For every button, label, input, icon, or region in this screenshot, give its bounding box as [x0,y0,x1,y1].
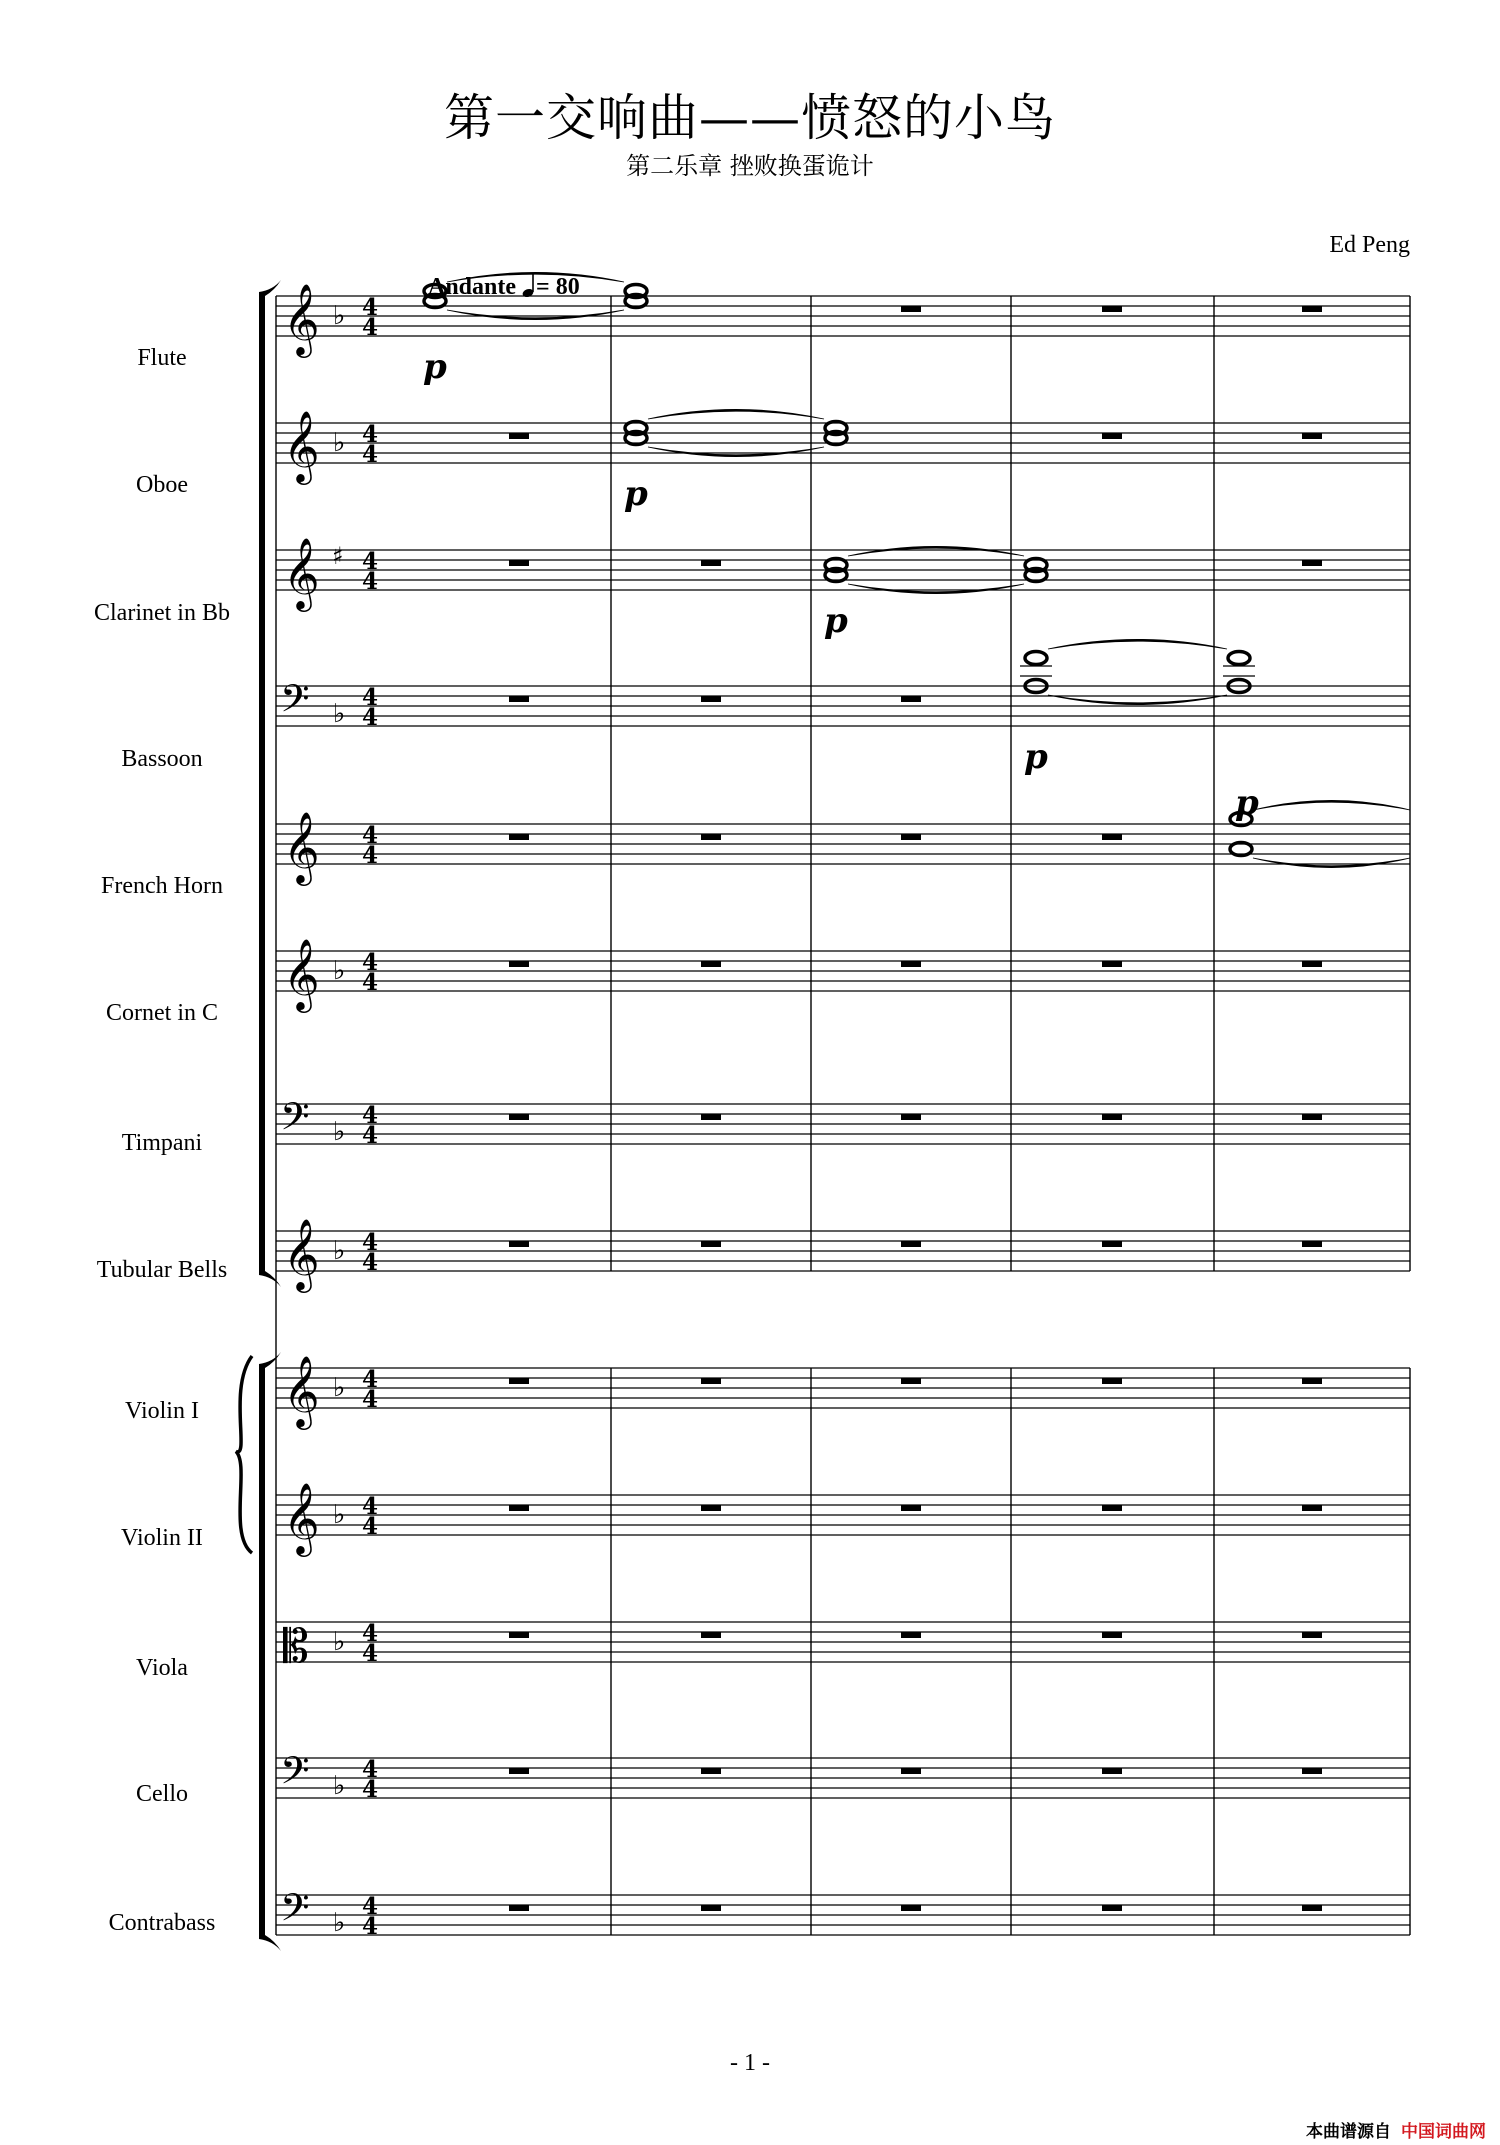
staff [276,951,1410,991]
time-signature-top: 4 [362,1893,379,1920]
dynamic-marking: p [423,347,447,387]
bass-clef-icon: 𝄢 [280,1094,310,1148]
bass-clef-icon: 𝄢 [280,676,310,730]
bass-clef-icon: 𝄢 [280,1885,310,1939]
whole-rest-icon [1102,1378,1122,1384]
flat-sign-icon: ♭ [333,1771,346,1801]
instrument-label: Tubular Bells [96,1257,228,1283]
whole-rest-icon [701,1114,721,1120]
bass-clef-icon: 𝄢 [280,1748,310,1802]
whole-rest-icon [1302,1632,1322,1638]
dynamic-marking: p [1235,783,1259,823]
staff [276,1895,1410,1935]
whole-rest-icon [1302,433,1322,439]
sharp-sign-icon: ♯ [332,542,344,570]
staff [276,1622,1410,1662]
tie-curve [648,447,824,457]
time-signature-bottom: 4 [362,1513,379,1540]
whole-rest-icon [1102,306,1122,312]
tie-curve [848,546,1024,556]
flat-sign-icon: ♭ [333,1500,346,1530]
whole-rest-icon [1102,834,1122,840]
whole-rest-icon [1302,1905,1322,1911]
whole-rest-icon [509,696,529,702]
staff [276,1495,1410,1535]
whole-rest-icon [901,1905,921,1911]
flat-sign-icon: ♭ [333,956,346,986]
treble-clef-icon: 𝄞 [283,1354,320,1427]
time-signature-top: 4 [362,949,379,976]
winds-bracket-cap-bottom [259,1271,281,1287]
whole-rest-icon [901,834,921,840]
staff [276,1104,1410,1144]
dynamic-marking: p [824,601,848,641]
treble-clef-icon: 𝄞 [283,282,320,355]
instrument-label: Flute [137,345,187,371]
treble-clef-icon: 𝄞 [283,536,320,609]
whole-rest-icon [1302,1768,1322,1774]
whole-note-icon [1228,652,1250,665]
staff [276,1368,1410,1408]
whole-rest-icon [701,1505,721,1511]
tie-curve [447,310,624,320]
whole-rest-icon [1102,433,1122,439]
time-signature-bottom: 4 [362,1913,379,1940]
whole-rest-icon [1302,1114,1322,1120]
time-signature-top: 4 [362,1102,379,1129]
whole-rest-icon [901,961,921,967]
whole-rest-icon [701,1905,721,1911]
time-signature-bottom: 4 [362,1249,379,1276]
flat-sign-icon: ♭ [333,1117,346,1147]
winds-bracket-cap-top [259,280,281,296]
violin-brace [236,1356,252,1553]
tie-curve [447,272,624,282]
treble-clef-icon: 𝄞 [283,409,320,482]
whole-rest-icon [701,560,721,566]
dynamic-marking: p [624,474,648,514]
instrument-label: Oboe [136,472,188,498]
staff [276,1231,1410,1271]
whole-rest-icon [1102,1905,1122,1911]
time-signature-top: 4 [362,1493,379,1520]
instrument-label: French Horn [101,873,223,899]
whole-rest-icon [509,433,529,439]
tie-curve [1048,639,1227,649]
time-signature-bottom: 4 [362,568,379,595]
flat-sign-icon: ♭ [333,1908,346,1938]
strings-bracket-cap-top [259,1352,281,1368]
time-signature-top: 4 [362,421,379,448]
time-signature-bottom: 4 [362,969,379,996]
time-signature-bottom: 4 [362,1776,379,1803]
instrument-label: Contrabass [108,1910,216,1936]
whole-rest-icon [901,1768,921,1774]
composer-name: Ed Peng [1329,232,1410,258]
movement-subtitle: 第二乐章 挫败换蛋诡计 [626,152,874,180]
whole-rest-icon [509,1768,529,1774]
whole-rest-icon [1102,1768,1122,1774]
whole-rest-icon [509,1632,529,1638]
whole-rest-icon [1302,1378,1322,1384]
whole-rest-icon [1302,1505,1322,1511]
whole-rest-icon [701,696,721,702]
time-signature-top: 4 [362,1229,379,1256]
whole-rest-icon [509,1378,529,1384]
time-signature-bottom: 4 [362,314,379,341]
instrument-label: Cello [136,1781,188,1807]
score-title: 第一交响曲——愤怒的小鸟 [444,89,1056,147]
time-signature-top: 4 [362,684,379,711]
flat-sign-icon: ♭ [333,1627,346,1657]
instrument-label: Cornet in C [106,1000,218,1026]
time-signature-bottom: 4 [362,842,379,869]
time-signature-top: 4 [362,1366,379,1393]
tie-curve [1253,800,1410,810]
flat-sign-icon: ♭ [333,428,346,458]
whole-rest-icon [1102,961,1122,967]
flat-sign-icon: ♭ [333,1373,346,1403]
whole-rest-icon [509,1505,529,1511]
whole-rest-icon [509,834,529,840]
time-signature-bottom: 4 [362,704,379,731]
whole-rest-icon [1302,560,1322,566]
time-signature-top: 4 [362,1620,379,1647]
whole-rest-icon [901,1241,921,1247]
time-signature-bottom: 4 [362,441,379,468]
source-text: 本曲谱源自 [1306,2122,1391,2142]
time-signature-bottom: 4 [362,1386,379,1413]
whole-rest-icon [901,1505,921,1511]
alto-clef-icon: 𝄡 [283,1619,309,1673]
whole-rest-icon [1302,306,1322,312]
whole-rest-icon [701,834,721,840]
instrument-label: Timpani [121,1130,203,1156]
tie-curve [1253,858,1410,868]
whole-rest-icon [901,306,921,312]
whole-rest-icon [901,1378,921,1384]
whole-rest-icon [901,1632,921,1638]
instrument-label: Bassoon [121,746,203,772]
tempo-value: = 80 [536,274,580,300]
treble-clef-icon: 𝄞 [283,810,320,883]
time-signature-top: 4 [362,294,379,321]
treble-clef-icon: 𝄞 [283,1481,320,1554]
time-signature-top: 4 [362,822,379,849]
whole-rest-icon [1102,1632,1122,1638]
instrument-label: Viola [136,1655,188,1681]
time-signature-top: 4 [362,548,379,575]
whole-rest-icon [901,1114,921,1120]
whole-rest-icon [701,1241,721,1247]
whole-rest-icon [1102,1114,1122,1120]
dynamic-marking: p [1024,737,1048,777]
whole-rest-icon [509,1114,529,1120]
flat-sign-icon: ♭ [333,301,346,331]
whole-rest-icon [701,1632,721,1638]
flat-sign-icon: ♭ [333,699,346,729]
instrument-label: Clarinet in Bb [94,600,230,626]
whole-rest-icon [509,1905,529,1911]
whole-rest-icon [701,1768,721,1774]
time-signature-bottom: 4 [362,1640,379,1667]
whole-rest-icon [901,696,921,702]
tie-curve [648,409,824,419]
whole-rest-icon [1302,961,1322,967]
staff [276,1758,1410,1798]
flat-sign-icon: ♭ [333,1236,346,1266]
whole-rest-icon [509,1241,529,1247]
treble-clef-icon: 𝄞 [283,1217,320,1290]
instrument-label: Violin II [121,1525,203,1551]
whole-rest-icon [1102,1241,1122,1247]
whole-rest-icon [1302,1241,1322,1247]
treble-clef-icon: 𝄞 [283,937,320,1010]
tempo-word: Andante [428,274,517,300]
whole-note-icon [1025,652,1047,665]
instrument-label: Violin I [125,1398,199,1424]
winds-bracket [259,292,265,1275]
time-signature-bottom: 4 [362,1122,379,1149]
page-number: - 1 - [730,2050,770,2076]
whole-rest-icon [701,1378,721,1384]
whole-rest-icon [509,560,529,566]
source-site-name: 中国词曲网 [1401,2122,1486,2142]
strings-bracket-cap-bottom [259,1935,281,1951]
whole-rest-icon [701,961,721,967]
time-signature-top: 4 [362,1756,379,1783]
whole-rest-icon [509,961,529,967]
whole-rest-icon [1102,1505,1122,1511]
source-footer [1306,2117,1486,2142]
tie-curve [848,584,1024,594]
strings-bracket [259,1364,265,1939]
